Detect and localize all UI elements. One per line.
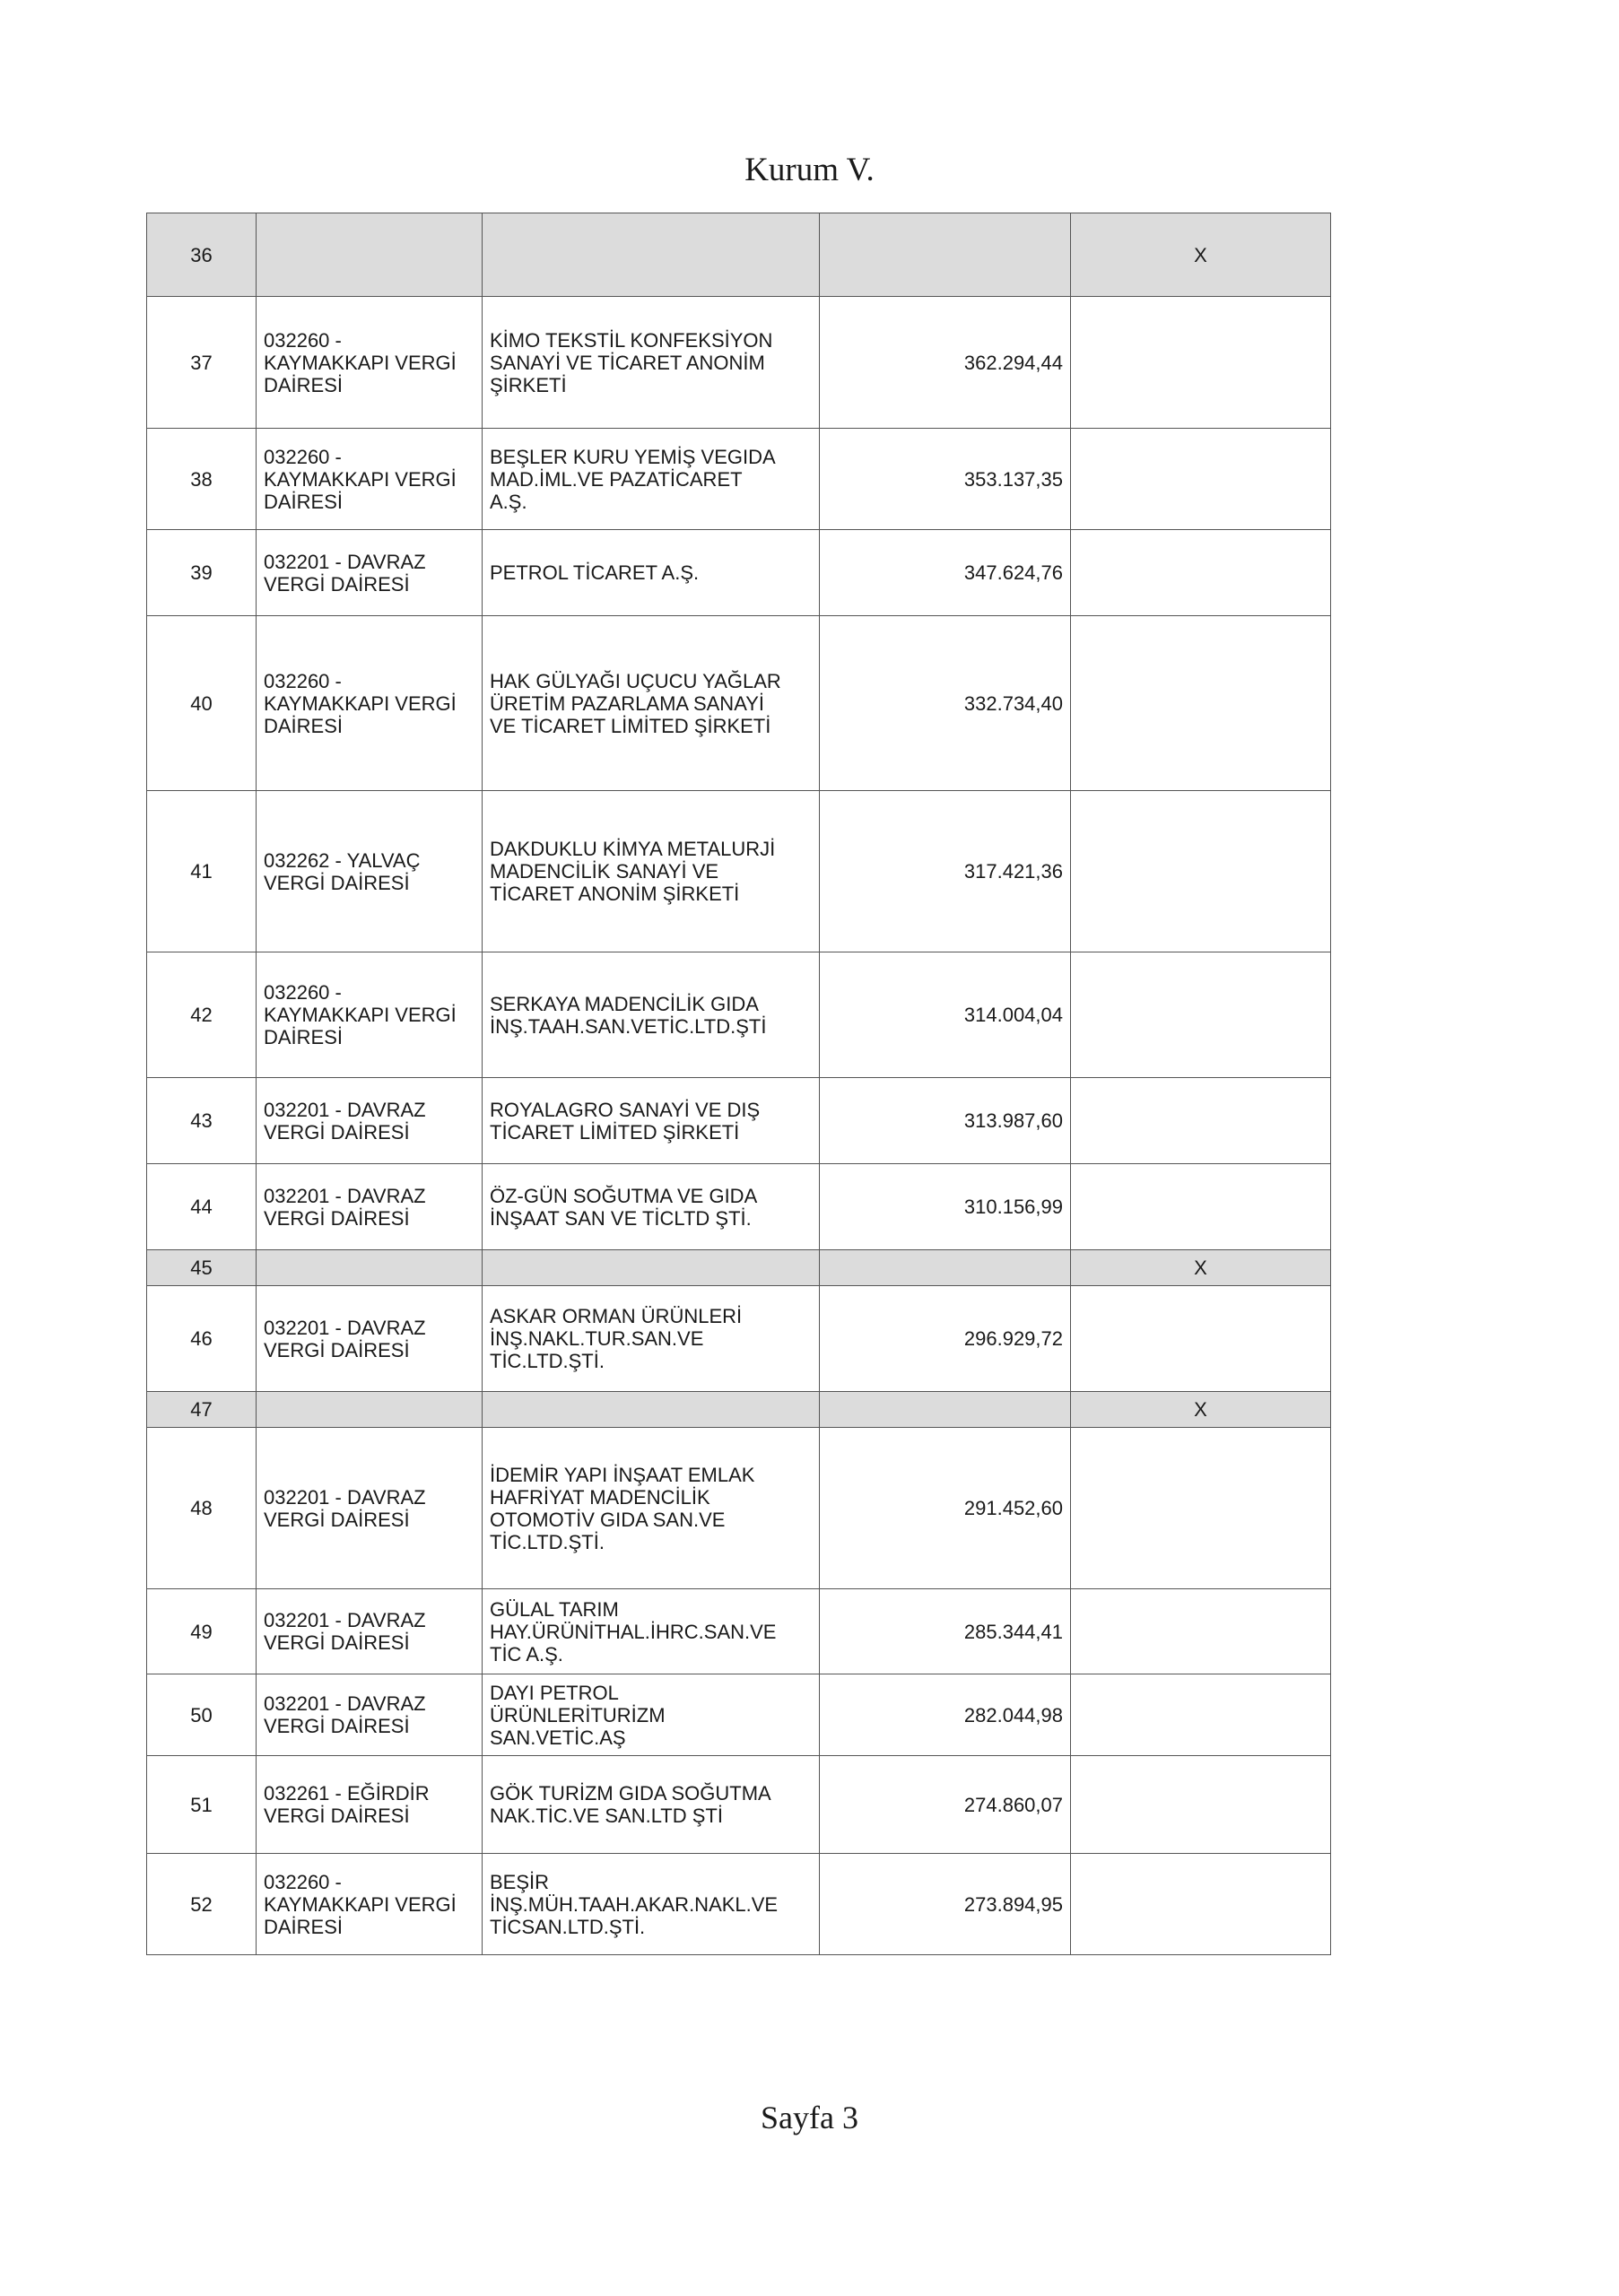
row-number: 51 [147, 1756, 257, 1854]
table-row [147, 1286, 1331, 1392]
tax-office-cell: 032261 - EĞİRDİR VERGİ DAİRESİ [257, 1756, 483, 1854]
row-number: 42 [147, 952, 257, 1078]
row-number: 50 [147, 1674, 257, 1756]
mark-cell [1071, 429, 1331, 530]
tax-office-cell [257, 213, 483, 297]
table-row [147, 791, 1331, 952]
amount-cell: 317.421,36 [820, 791, 1071, 952]
table-row [147, 1589, 1331, 1674]
company-name-cell: ASKAR ORMAN ÜRÜNLERİ İNŞ.NAKL.TUR.SAN.VE TİC.LTD.ŞTİ. [483, 1286, 820, 1392]
amount-cell: 285.344,41 [820, 1589, 1071, 1674]
table-row [147, 952, 1331, 1078]
amount-cell: 291.452,60 [820, 1428, 1071, 1589]
amount-cell: 353.137,35 [820, 429, 1071, 530]
amount-cell: 274.860,07 [820, 1756, 1071, 1854]
table-row [147, 1250, 1331, 1286]
mark-cell [1071, 1164, 1331, 1250]
mark-cell: X [1071, 213, 1331, 297]
row-number: 46 [147, 1286, 257, 1392]
table-row [147, 1392, 1331, 1428]
row-number: 48 [147, 1428, 257, 1589]
mark-cell [1071, 1756, 1331, 1854]
table-row [147, 1164, 1331, 1250]
table-row [147, 213, 1331, 297]
table-row [147, 1428, 1331, 1589]
company-name-cell: DAYI PETROL ÜRÜNLERİTURİZM SAN.VETİC.AŞ [483, 1674, 820, 1756]
amount-cell: 332.734,40 [820, 616, 1071, 791]
row-number: 47 [147, 1392, 257, 1428]
company-name-cell [483, 1392, 820, 1428]
company-name-cell: HAK GÜLYAĞI UÇUCU YAĞLAR ÜRETİM PAZARLAMA SANAYİ VE TİCARET LİMİTED ŞİRKETİ [483, 616, 820, 791]
company-name-cell: PETROL TİCARET A.Ş. [483, 530, 820, 616]
company-name-cell: DAKDUKLU KİMYA METALURJİ MADENCİLİK SANAYİ VE TİCARET ANONİM ŞİRKETİ [483, 791, 820, 952]
company-name-cell: GÖK TURİZM GIDA SOĞUTMA NAK.TİC.VE SAN.LTD ŞTİ [483, 1756, 820, 1854]
page-number: Sayfa 3 [761, 2100, 858, 2135]
table-row [147, 616, 1331, 791]
amount-cell [820, 213, 1071, 297]
table-row [147, 1854, 1331, 1955]
amount-cell: 314.004,04 [820, 952, 1071, 1078]
mark-cell [1071, 952, 1331, 1078]
tax-office-cell: 032260 - KAYMAKKAPI VERGİ DAİRESİ [257, 429, 483, 530]
company-name-cell [483, 1250, 820, 1286]
table-row [147, 297, 1331, 429]
row-number: 38 [147, 429, 257, 530]
tax-office-cell [257, 1250, 483, 1286]
row-number: 52 [147, 1854, 257, 1955]
table-row [147, 530, 1331, 616]
amount-cell: 310.156,99 [820, 1164, 1071, 1250]
company-name-cell: KİMO TEKSTİL KONFEKSİYON SANAYİ VE TİCARET ANONİM ŞİRKETİ [483, 297, 820, 429]
tax-office-cell: 032201 - DAVRAZ VERGİ DAİRESİ [257, 1428, 483, 1589]
tax-office-cell: 032201 - DAVRAZ VERGİ DAİRESİ [257, 1286, 483, 1392]
tax-office-cell: 032201 - DAVRAZ VERGİ DAİRESİ [257, 530, 483, 616]
tax-office-cell: 032201 - DAVRAZ VERGİ DAİRESİ [257, 1674, 483, 1756]
company-table [146, 213, 1331, 1955]
tax-office-cell: 032201 - DAVRAZ VERGİ DAİRESİ [257, 1589, 483, 1674]
mark-cell: X [1071, 1250, 1331, 1286]
tax-office-cell: 032260 - KAYMAKKAPI VERGİ DAİRESİ [257, 1854, 483, 1955]
company-name-cell: ÖZ-GÜN SOĞUTMA VE GIDA İNŞAAT SAN VE TİCLTD ŞTİ. [483, 1164, 820, 1250]
tax-office-cell: 032260 - KAYMAKKAPI VERGİ DAİRESİ [257, 952, 483, 1078]
row-number: 37 [147, 297, 257, 429]
amount-cell [820, 1250, 1071, 1286]
mark-cell [1071, 530, 1331, 616]
tax-office-cell: 032201 - DAVRAZ VERGİ DAİRESİ [257, 1078, 483, 1164]
row-number: 40 [147, 616, 257, 791]
mark-cell [1071, 791, 1331, 952]
row-number: 41 [147, 791, 257, 952]
amount-cell: 313.987,60 [820, 1078, 1071, 1164]
amount-cell: 273.894,95 [820, 1854, 1071, 1955]
table-row [147, 1078, 1331, 1164]
mark-cell: X [1071, 1392, 1331, 1428]
amount-cell: 347.624,76 [820, 530, 1071, 616]
tax-office-cell: 032201 - DAVRAZ VERGİ DAİRESİ [257, 1164, 483, 1250]
company-name-cell: BEŞLER KURU YEMİŞ VEGIDA MAD.İML.VE PAZATİCARET A.Ş. [483, 429, 820, 530]
table-row [147, 1674, 1331, 1756]
mark-cell [1071, 1078, 1331, 1164]
row-number: 45 [147, 1250, 257, 1286]
company-name-cell: ROYALAGRO SANAYİ VE DIŞ TİCARET LİMİTED ŞİRKETİ [483, 1078, 820, 1164]
row-number: 39 [147, 530, 257, 616]
company-name-cell: GÜLAL TARIM HAY.ÜRÜNİTHAL.İHRC.SAN.VE TİC A.Ş. [483, 1589, 820, 1674]
table-row [147, 429, 1331, 530]
amount-cell: 362.294,44 [820, 297, 1071, 429]
tax-office-cell: 032260 - KAYMAKKAPI VERGİ DAİRESİ [257, 297, 483, 429]
company-name-cell: BEŞİR İNŞ.MÜH.TAAH.AKAR.NAKL.VE TİCSAN.LTD.ŞTİ. [483, 1854, 820, 1955]
page-header: Kurum V. [744, 152, 875, 188]
mark-cell [1071, 1589, 1331, 1674]
tax-office-cell: 032262 - YALVAÇ VERGİ DAİRESİ [257, 791, 483, 952]
row-number: 43 [147, 1078, 257, 1164]
mark-cell [1071, 1286, 1331, 1392]
mark-cell [1071, 1854, 1331, 1955]
amount-cell: 296.929,72 [820, 1286, 1071, 1392]
company-name-cell [483, 213, 820, 297]
mark-cell [1071, 1674, 1331, 1756]
mark-cell [1071, 616, 1331, 791]
mark-cell [1071, 1428, 1331, 1589]
company-name-cell: SERKAYA MADENCİLİK GIDA İNŞ.TAAH.SAN.VETİC.LTD.ŞTİ [483, 952, 820, 1078]
mark-cell [1071, 297, 1331, 429]
company-name-cell: İDEMİR YAPI İNŞAAT EMLAK HAFRİYAT MADENCİLİK OTOMOTİV GIDA SAN.VE TİC.LTD.ŞTİ. [483, 1428, 820, 1589]
row-number: 44 [147, 1164, 257, 1250]
row-number: 36 [147, 213, 257, 297]
amount-cell [820, 1392, 1071, 1428]
tax-office-cell [257, 1392, 483, 1428]
table-row [147, 1756, 1331, 1854]
row-number: 49 [147, 1589, 257, 1674]
tax-office-cell: 032260 - KAYMAKKAPI VERGİ DAİRESİ [257, 616, 483, 791]
amount-cell: 282.044,98 [820, 1674, 1071, 1756]
